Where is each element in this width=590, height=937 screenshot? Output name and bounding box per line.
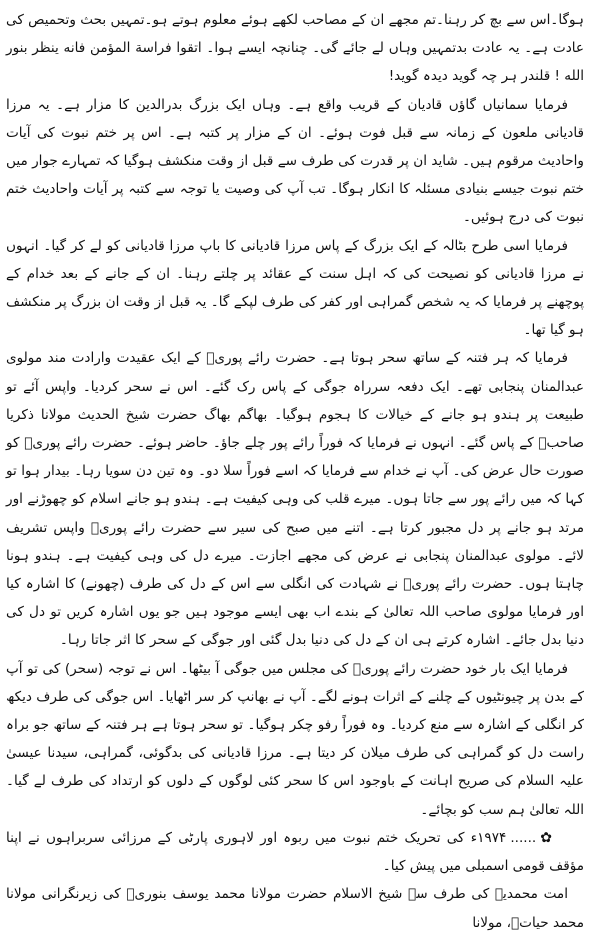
paragraph-5: فرمایا ایک بار خود حضرت رائے پوریؒ کی مجلس میں جوگی آ بیٹھا۔ اس نے توجہ (سحر) کی تو آپ کے بدن پر چیونٹیوں کے چلنے کے اثرات ہونے لگے۔ آپ نے بھانپ کر سر اٹھایا۔ اس جوگی کی طرف دیکھ کر انگلی کے اشارہ سے منع کردیا۔ وہ فوراً رفو چکر ہوگیا۔ تو سحر ہوتا ہے ہر فتنہ کے ساتھ جو براہ راست دل کو گمراہی کی طرف میلان کر دیتا ہے۔ مرزا قادیانی کی بدگوئی، گمراہی، سیدنا عیسیٰ علیہ السلام کی صریح اہانت کے باوجود اس کا سحر کئی لوگوں کے دلوں کو ارتداد کی طرف لے گیا۔ اللہ تعالیٰ ہم سب کو بچائے۔ xyxy=(6,660,584,818)
final-paragraph: امت محمدیہ کی طرف سے شیخ الاسلام حضرت مولانا محمد یوسف بنوریؒ کی زیرنگرانی مولانا محمد حیاتؒ، مولانا xyxy=(6,886,584,931)
flower-icon: ✿ xyxy=(540,829,552,846)
paragraph-2: فرمایا سمانیاں گاؤں قادیان کے قریب واقع ہے۔ وہاں ایک بزرگ بدرالدین کا مزار ہے۔ یہ مرزا قادیانی ملعون کے زمانہ سے قبل فوت ہوئے۔ ان کے مزار پر کتبہ ہے۔ اس پر ختم نبوت کی آیات واحادیث مرقوم ہیں۔ شاید ان پر قدرت کی طرف سے قبل از وقت منکشف ہوگیا کہ تمہارے جوار میں ختم نبوت جیسے بنیادی مسئلہ کا انکار ہوگا۔ تب آپ کی وصیت یا توجہ سے کتبہ پر آیات واحادیث ختم نبوت کی درج ہوئیں۔ xyxy=(6,96,584,226)
page-body-text xyxy=(6,6,584,937)
footnote-text: ۱۹۷۴ء کی تحریک ختم نبوت میں ربوہ اور لاہوری پارٹی کے مرزائی سربراہوں نے اپنا مؤقف قومی اسمبلی میں پیش کیا۔ xyxy=(6,829,584,875)
paragraph-4: فرمایا کہ ہر فتنہ کے ساتھ سحر ہوتا ہے۔ حضرت رائے پوریؒ کے ایک عقیدت وارادت مند مولوی عبدالمنان پنجابی تھے۔ ایک دفعہ سرراہ جوگی کے پاس رک گئے۔ اس نے سحر کردیا۔ واپس آئے تو طبیعت پر ہندو ہو جانے کے خیالات کا ہجوم ہوگیا۔ بھاگم بھاگ حضرت شیخ الحدیث مولانا ذکریا صاحبؒ کے پاس گئے۔ انہوں نے فرمایا کہ فوراً رائے پور چلے جاؤ۔ حاضر ہوئے۔ حضرت رائے پوریؒ کو صورت حال عرض کی۔ آپ نے خدام سے فرمایا کہ اسے فوراً سلا دو۔ وہ تین دن سویا رہا۔ بیدار ہوا تو کہا کہ میں رائے پور سے جاتا ہوں۔ میرے قلب کی وہی کیفیت ہے۔ ہندو ہو جانے اسلام کو چھوڑنے اور مرتد ہو جانے پر دل مجبور کرتا ہے۔ اتنے میں صبح کی سیر سے حضرت رائے پوریؒ واپس تشریف لائے۔ مولوی عبدالمنان پنجابی نے عرض کی مجھے اجازت۔ میرے دل کی وہی کیفیت ہے۔ ہندو ہونا چاہتا ہوں۔ حضرت رائے پوریؒ نے شہادت کی انگلی سے اس کے دل کی طرف (چھونے) کا اشارہ کیا اور فرمایا مولوی صاحب اللہ تعالیٰ کے بندے اب بھی ایسے موجود ہیں جو یوں اشارہ کریں تو دل کی دنیا بدل جائے۔ اشارہ کرتے ہی ان کے دل کی دنیا بدل گئی اور جوگی کے سحر کا اثر جاتا رہا۔ xyxy=(6,350,584,649)
paragraph-3: فرمایا اسی طرح بٹالہ کے ایک بزرگ کے پاس مرزا قادیانی کا باپ مرزا قادیانی کو لے کر گیا۔ انہوں نے مرزا قادیانی کو نصیحت کی کہ اہل سنت کے عقائد پر چلتے رہنا۔ ان کے جانے کے بعد خدام کے پوچھنے پر فرمایا کہ یہ شخص گمراہی اور کفر کی طرف لپکے گا۔ یہ قبل از وقت ان بزرگ پر منکشف ہو گیا تھا۔ xyxy=(6,237,584,339)
footnote-paragraph xyxy=(6,824,584,880)
footnote-dots: ...... xyxy=(510,829,537,846)
paragraph-1: ہوگا۔اس سے بچ کر رہنا۔تم مجھے ان کے مصاحب لکھے ہوئے معلوم ہوتے ہو۔تمہیں بحث وتحمیص کی عادت ہے۔ یہ عادت بدتمہیں وہاں لے جائے گی۔ چنانچہ ایسے ہوا۔ اتقوا فراسة المؤمن فانه ینظر بنور الله ! قلندر ہر چہ گوید دیدہ گوید! xyxy=(6,12,584,85)
